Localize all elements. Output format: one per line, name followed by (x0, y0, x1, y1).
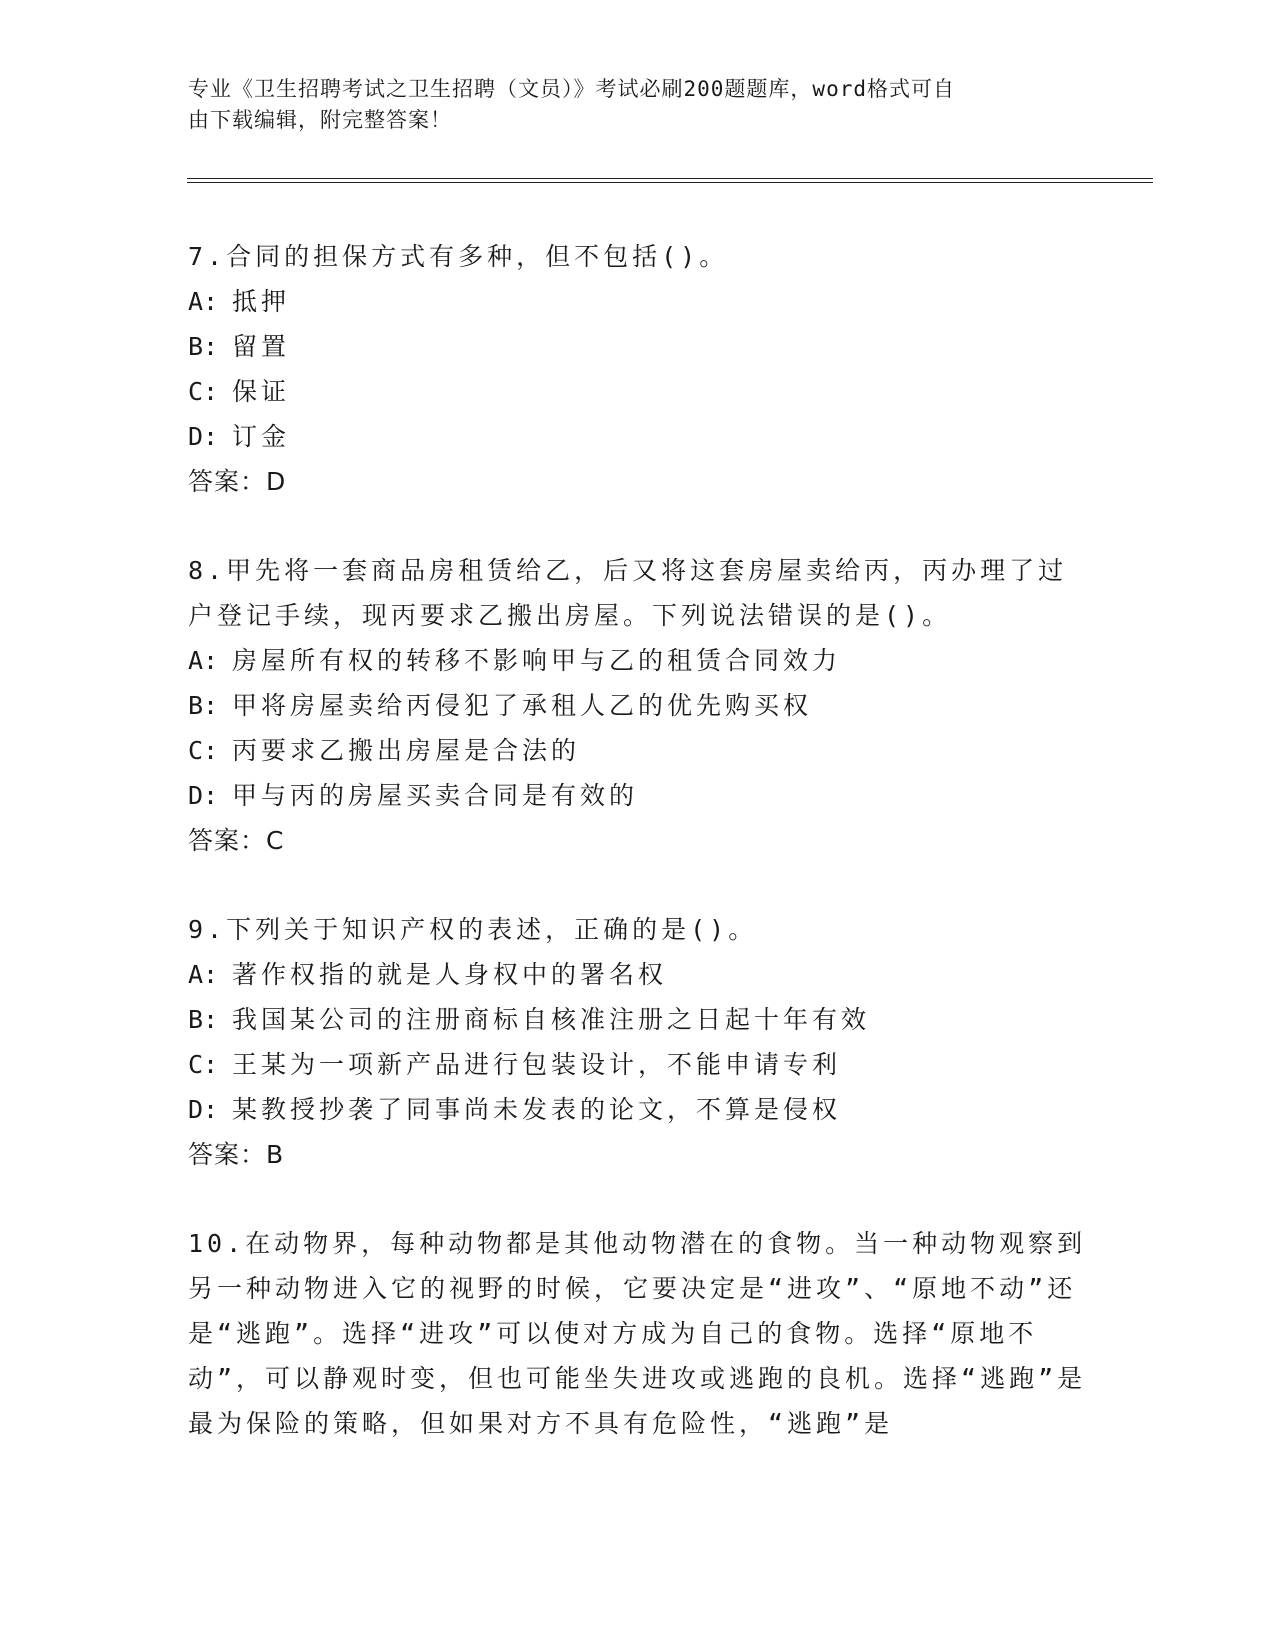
option-letter: D: (188, 781, 219, 810)
option-text: 我国某公司的注册商标自核准注册之日起十年有效 (232, 1005, 871, 1034)
option-b (188, 324, 1088, 369)
option-letter: B: (188, 332, 219, 361)
option-text: 著作权指的就是人身权中的署名权 (232, 960, 668, 989)
question-9 (188, 907, 1088, 1177)
option-c (188, 728, 1088, 773)
question-stem: 7.合同的担保方式有多种，但不包括()。 (188, 242, 729, 271)
option-text: 抵押 (232, 287, 291, 316)
question-8 (188, 548, 1088, 863)
option-c (188, 1042, 1088, 1087)
option-text: 某教授抄袭了同事尚未发表的论文，不算是侵权 (232, 1095, 842, 1124)
option-d (188, 1087, 1088, 1132)
option-letter: B: (188, 691, 219, 720)
header-title-line-2: 由下载编辑，附完整答案！ (188, 108, 452, 132)
option-text: 房屋所有权的转移不影响甲与乙的租赁合同效力 (232, 646, 842, 675)
option-a (188, 279, 1088, 324)
question-list (188, 234, 1088, 1490)
option-letter: A: (188, 287, 219, 316)
option-b (188, 997, 1088, 1042)
document-header (188, 74, 1068, 136)
header-title-line-1: 专业《卫生招聘考试之卫生招聘（文员）》考试必刷200题题库，word格式可自 (188, 77, 955, 101)
answer-line: 答案：D (188, 467, 287, 496)
option-c (188, 369, 1088, 414)
question-stem: 8.甲先将一套商品房租赁给乙，后又将这套房屋卖给丙，丙办理了过户登记手续，现丙要求乙搬出房屋。下列说法错误的是()。 (188, 556, 1068, 630)
option-letter: B: (188, 1005, 219, 1034)
option-text: 甲将房屋卖给丙侵犯了承租人乙的优先购买权 (232, 691, 813, 720)
option-text: 丙要求乙搬出房屋是合法的 (232, 736, 581, 765)
option-letter: C: (188, 736, 219, 765)
option-letter: C: (188, 1050, 219, 1079)
option-letter: A: (188, 960, 219, 989)
option-d (188, 414, 1088, 459)
option-text: 订金 (232, 422, 291, 451)
option-text: 留置 (232, 332, 291, 361)
question-10 (188, 1221, 1088, 1446)
option-text: 甲与丙的房屋买卖合同是有效的 (232, 781, 639, 810)
option-a (188, 952, 1088, 997)
header-divider (187, 178, 1153, 183)
option-a (188, 638, 1088, 683)
option-letter: A: (188, 646, 219, 675)
option-text: 王某为一项新产品进行包装设计，不能申请专利 (232, 1050, 842, 1079)
option-letter: C: (188, 377, 219, 406)
question-7 (188, 234, 1088, 504)
option-letter: D: (188, 422, 219, 451)
option-d (188, 773, 1088, 818)
option-letter: D: (188, 1095, 219, 1124)
question-stem: 9.下列关于知识产权的表述，正确的是()。 (188, 915, 758, 944)
answer-line: 答案：C (188, 826, 285, 855)
option-b (188, 683, 1088, 728)
option-text: 保证 (232, 377, 291, 406)
answer-line: 答案：B (188, 1140, 285, 1169)
question-stem: 10.在动物界，每种动物都是其他动物潜在的食物。当一种动物观察到另一种动物进入它的视野的时候，它要决定是“进攻”、“原地不动”还是“逃跑”。选择“进攻”可以使对方成为自己的食物。选择“原地不动”，可以静观时变，但也可能坐失进攻或逃跑的良机。选择“逃跑”是最为保险的策略，但如果对方不具有危险性，“逃跑”是 (188, 1229, 1087, 1438)
